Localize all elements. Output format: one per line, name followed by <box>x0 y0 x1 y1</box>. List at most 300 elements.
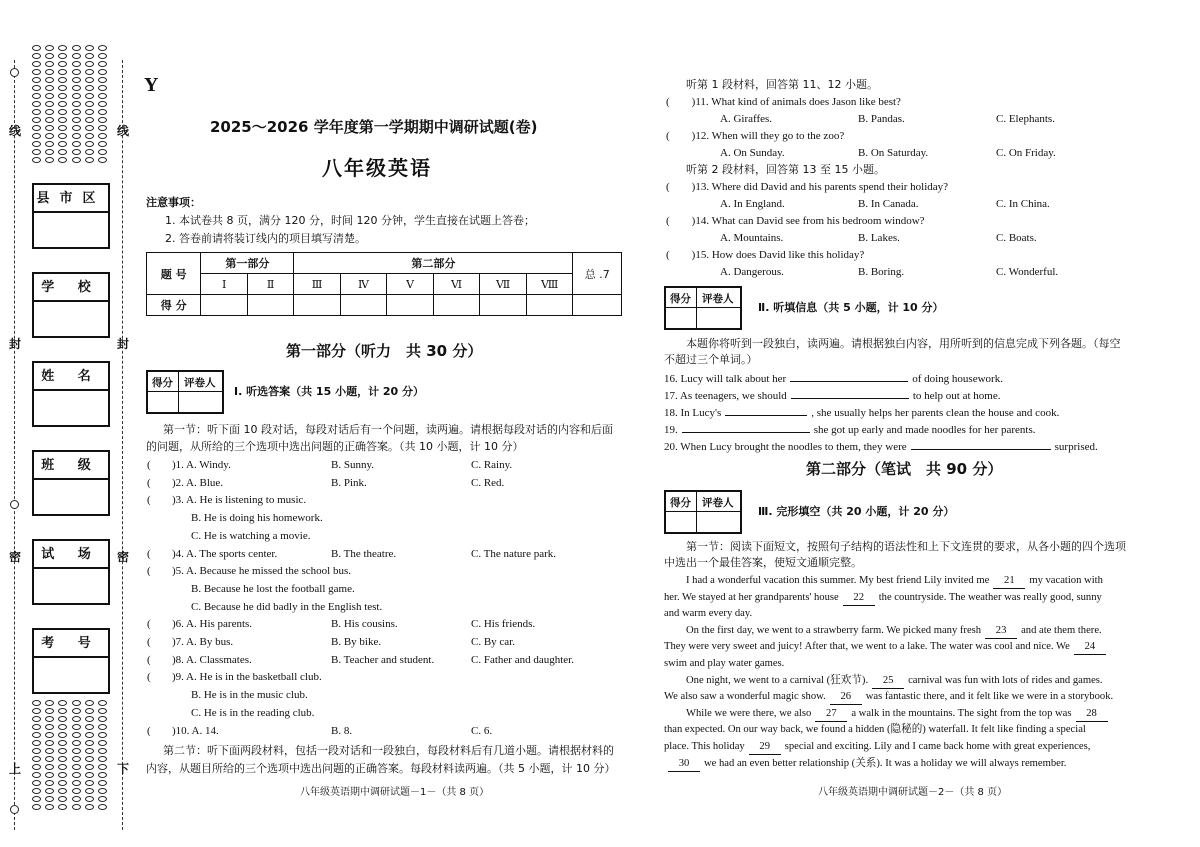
passage-line <box>664 591 1102 606</box>
score-label: 得分 <box>670 293 691 305</box>
dot <box>58 149 67 155</box>
dot <box>98 77 107 83</box>
binding-strip <box>0 0 140 847</box>
score-cell[interactable] <box>433 295 480 316</box>
fill-in-text: to help out at home. <box>912 390 1001 402</box>
dot <box>85 788 94 794</box>
cloze-blank[interactable]: 29 <box>749 740 781 755</box>
dot <box>32 780 41 786</box>
cloze-blank[interactable]: 30 <box>668 757 700 772</box>
score-cell[interactable] <box>340 295 387 316</box>
punch-hole <box>10 500 19 509</box>
dot <box>58 764 67 770</box>
cloze-blank[interactable]: 27 <box>815 707 847 722</box>
dot <box>58 109 67 115</box>
section-number: Ⅳ <box>340 274 387 295</box>
question-option: C. Because he did badly in the English test. <box>191 600 383 613</box>
dot <box>85 85 94 91</box>
question-option: )4. A. The sports center. <box>172 547 278 560</box>
passage-text: carnival was fun with lots of rides and games. <box>908 674 1103 686</box>
answer-bracket: ( <box>147 653 151 666</box>
option-c: C. On Friday. <box>996 147 1056 159</box>
dot <box>58 53 67 59</box>
dot <box>98 796 107 802</box>
cloze-blank[interactable]: 24 <box>1074 640 1106 655</box>
dot <box>98 85 107 91</box>
dot <box>85 700 94 706</box>
grader-box[interactable] <box>146 370 224 414</box>
dot <box>98 141 107 147</box>
page-footer: 八年级英语期中调研试题－2－（共 8 页） <box>818 787 1008 798</box>
dot <box>98 61 107 67</box>
dot <box>58 85 67 91</box>
dot <box>58 756 67 762</box>
total-header: 总 .7 <box>573 253 622 295</box>
option-b: B. 8. <box>331 724 353 737</box>
binding-line-left <box>14 60 15 830</box>
dot <box>85 716 94 722</box>
dot <box>45 756 54 762</box>
dot <box>45 141 54 147</box>
question-text: ( )13. Where did David and his parents spend their holiday? <box>666 181 949 193</box>
passage-text: her. We stayed at her grandparents' house <box>664 591 839 603</box>
dot <box>85 101 94 107</box>
notice-heading: 注意事项： <box>146 196 201 209</box>
dot <box>58 780 67 786</box>
dot <box>72 69 81 75</box>
question-option: )2. A. Blue. <box>172 476 224 489</box>
dot <box>72 149 81 155</box>
dot <box>58 157 67 163</box>
option-a: A. On Sunday. <box>720 147 785 159</box>
dot <box>45 125 54 131</box>
option-b: B. By bike. <box>331 636 382 648</box>
option-b: B. Teacher and student. <box>331 653 435 666</box>
dot <box>58 69 67 75</box>
score-cell[interactable] <box>201 295 247 316</box>
fill-in-item <box>664 422 1036 437</box>
field-exam-number[interactable]: 考 号 <box>32 628 110 694</box>
dot <box>58 732 67 738</box>
dot <box>72 77 81 83</box>
question-option: )8. A. Classmates. <box>172 653 252 666</box>
dot <box>98 133 107 139</box>
binding-mark: 封 <box>117 337 130 351</box>
option-c: C. Wonderful. <box>996 266 1059 278</box>
dot <box>32 109 41 115</box>
section-number: Ⅶ <box>480 274 527 295</box>
passage-line <box>664 690 1113 705</box>
dot <box>72 756 81 762</box>
dot <box>45 85 54 91</box>
passage-text: than expected. On our way back, we found a hidden (隐秘的) waterfall. It felt like finding a special <box>664 724 1086 736</box>
fill-in-item <box>664 405 1059 420</box>
dot <box>45 45 54 51</box>
dot <box>98 764 107 770</box>
passage-text: special and exciting. Lily and I came back home with great experiences, <box>784 741 1091 752</box>
punch-hole <box>10 68 19 77</box>
field-county[interactable]: 县市区 <box>32 183 110 249</box>
dot <box>45 772 54 778</box>
dot <box>98 109 107 115</box>
dot <box>58 748 67 754</box>
grader-box[interactable] <box>664 286 742 330</box>
section-number: Ⅲ <box>294 274 341 295</box>
dot <box>32 125 41 131</box>
option-c: C. Red. <box>471 476 505 489</box>
dot <box>58 77 67 83</box>
dot <box>32 157 41 163</box>
question-option: B. He is doing his homework. <box>191 512 323 525</box>
dot <box>85 141 94 147</box>
dot <box>45 157 54 163</box>
dot <box>45 804 54 810</box>
passage-line <box>686 574 1103 589</box>
option-b: B. Boring. <box>858 266 905 278</box>
dot <box>85 732 94 738</box>
question-text: ( )15. How does David like this holiday? <box>666 249 865 261</box>
part2-header: 第二部分 <box>294 253 573 274</box>
option-c: C. His friends. <box>471 618 536 631</box>
dot <box>85 149 94 155</box>
dot <box>98 93 107 99</box>
question-option: )3. A. He is listening to music. <box>172 494 307 507</box>
dot <box>32 724 41 730</box>
passage-line <box>664 740 1090 755</box>
dot <box>72 780 81 786</box>
material-note: 听第 2 段材料，回答第 13 至 15 小题。 <box>686 163 885 176</box>
dot-pattern-top <box>32 45 110 163</box>
dot <box>32 141 41 147</box>
score-cell[interactable] <box>480 295 527 316</box>
option-c: C. 6. <box>471 724 493 737</box>
cloze-blank[interactable]: 23 <box>985 624 1017 639</box>
score-cell[interactable] <box>387 295 433 316</box>
dot <box>98 157 107 163</box>
dot <box>58 724 67 730</box>
dot <box>98 724 107 730</box>
cloze-blank[interactable]: 25 <box>872 674 904 689</box>
passage-text: was fantastic there, and it felt like we were in a storybook. <box>865 691 1114 703</box>
passage-text: They were very sweet and juicy! After that, we went to a lake. The water was cool and nice. We <box>664 641 1070 653</box>
question-option: C. He is watching a movie. <box>191 529 311 542</box>
dot <box>72 788 81 794</box>
dot <box>72 133 81 139</box>
answer-blank[interactable] <box>911 439 1051 450</box>
dot <box>58 804 67 810</box>
dot <box>32 748 41 754</box>
dot <box>85 740 94 746</box>
field-school[interactable]: 学 校 <box>32 272 110 338</box>
section2-intro: 不超过三个单词。） <box>664 353 758 366</box>
dot <box>98 45 107 51</box>
passage-line <box>664 640 1110 655</box>
grader-label: 评卷人 <box>702 497 734 509</box>
question-option: )5. A. Because he missed the school bus. <box>172 565 352 578</box>
punch-hole <box>10 805 19 814</box>
dot <box>58 788 67 794</box>
dot <box>85 748 94 754</box>
dot <box>85 93 94 99</box>
dot <box>32 45 41 51</box>
grader-label: 评卷人 <box>184 377 216 389</box>
dot <box>72 117 81 123</box>
dot <box>32 772 41 778</box>
dot <box>58 700 67 706</box>
passage-text: place. This holiday <box>664 741 745 752</box>
score-cell[interactable] <box>573 295 622 316</box>
cloze-blank[interactable]: 21 <box>993 574 1025 589</box>
option-c: C. In China. <box>996 198 1050 210</box>
dot <box>32 716 41 722</box>
dot <box>98 804 107 810</box>
dot <box>98 125 107 131</box>
option-b: B. Lakes. <box>858 232 900 244</box>
dot <box>58 740 67 746</box>
answer-blank[interactable] <box>682 422 810 433</box>
dot <box>32 101 41 107</box>
section1-intro: 的问题，从所给的三个选项中选出问题的正确答案。（共 10 小题，计 10 分） <box>146 440 524 453</box>
dot <box>58 61 67 67</box>
option-c: C. By car. <box>471 636 515 648</box>
fill-in-text: 19. <box>664 424 678 436</box>
fill-in-item <box>664 439 1098 454</box>
dot <box>72 732 81 738</box>
dot <box>58 716 67 722</box>
dot <box>72 700 81 706</box>
dot <box>58 772 67 778</box>
dot <box>72 804 81 810</box>
dot <box>98 716 107 722</box>
dot <box>85 69 94 75</box>
dot <box>45 53 54 59</box>
section3-intro: 中选出一个最佳答案，使短文通顺完整。 <box>664 556 862 569</box>
score-cell[interactable] <box>294 295 341 316</box>
question-option: )1. A. Windy. <box>172 459 231 471</box>
dot <box>32 77 41 83</box>
dot <box>32 85 41 91</box>
dot <box>98 772 107 778</box>
part1-title: 第一部分（听力 共 30 分） <box>286 342 483 360</box>
question-text: ( )11. What kind of animals does Jason like best? <box>666 96 901 108</box>
dot <box>98 756 107 762</box>
dot <box>32 756 41 762</box>
dot <box>58 796 67 802</box>
dot <box>45 77 54 83</box>
question-option: B. Because he lost the football game. <box>191 582 355 595</box>
grader-box[interactable] <box>664 490 742 534</box>
fill-in-text: surprised. <box>1054 441 1098 453</box>
fill-in-item <box>664 388 1001 403</box>
section3-title: Ⅲ. 完形填空（共 20 小题，计 20 分） <box>758 505 955 518</box>
binding-mark: 线 <box>9 124 22 138</box>
dot <box>72 141 81 147</box>
section-number: Ⅷ <box>526 274 573 295</box>
dot <box>85 109 94 115</box>
notice-line: 2. 答卷前请将装订线内的项目填写清楚。 <box>165 232 366 245</box>
dot <box>45 61 54 67</box>
passage-line <box>664 657 784 671</box>
dot <box>72 748 81 754</box>
corner-mark: Y <box>144 74 159 96</box>
fill-in-text: , she usually helps her parents clean the house and cook. <box>811 407 1060 419</box>
page-footer: 八年级英语期中调研试题－1－（共 8 页） <box>300 787 490 798</box>
dot <box>85 756 94 762</box>
fill-in-text: 18. In Lucy's <box>664 407 722 419</box>
cloze-blank[interactable]: 28 <box>1076 707 1108 722</box>
option-b: B. Pandas. <box>858 113 905 125</box>
dot <box>45 700 54 706</box>
part1-header: 第一部分 <box>201 253 294 274</box>
exam-subtitle: 八年级英语 <box>322 156 432 180</box>
dot <box>72 708 81 714</box>
dot <box>45 732 54 738</box>
answer-blank[interactable] <box>791 388 909 399</box>
dot <box>32 149 41 155</box>
dot <box>45 796 54 802</box>
passage-line <box>686 624 1102 639</box>
dot <box>45 149 54 155</box>
dot <box>58 101 67 107</box>
dot <box>85 724 94 730</box>
score-table <box>146 252 622 316</box>
score-cell[interactable] <box>526 295 573 316</box>
dot <box>85 804 94 810</box>
section-number: Ⅴ <box>387 274 433 295</box>
dot <box>32 69 41 75</box>
answer-blank[interactable] <box>790 371 908 382</box>
section-number: Ⅵ <box>433 274 480 295</box>
passage-text: While we were there, we also <box>686 707 812 719</box>
dot <box>58 117 67 123</box>
section3-intro: 第一节：阅读下面短文，按照句子结构的语法性和上下文连贯的要求，从各小题的四个选项 <box>686 540 1126 553</box>
dot <box>45 764 54 770</box>
section-number: Ⅰ <box>201 274 247 295</box>
field-exam-room[interactable]: 试 场 <box>32 539 110 605</box>
question-option: )6. A. His parents. <box>172 618 253 631</box>
option-b: B. His cousins. <box>331 618 398 631</box>
option-a: A. In England. <box>720 198 785 210</box>
dot <box>98 69 107 75</box>
binding-mark: 密 <box>117 550 130 564</box>
dot <box>98 780 107 786</box>
passage-text: One night, we went to a carnival (狂欢节). <box>686 674 869 686</box>
section-number: Ⅱ <box>247 274 293 295</box>
dot <box>32 117 41 123</box>
dot <box>85 117 94 123</box>
cloze-blank[interactable]: 22 <box>843 591 875 606</box>
dot <box>72 716 81 722</box>
dot <box>98 708 107 714</box>
dot <box>85 772 94 778</box>
dot <box>45 69 54 75</box>
section2-intro: 本题你将听到一段独白，读两遍。请根据独白内容，用所听到的信息完成下列各题。（每空 <box>686 337 1121 350</box>
dot <box>45 716 54 722</box>
dot <box>32 764 41 770</box>
dot <box>45 724 54 730</box>
dot <box>45 93 54 99</box>
dot <box>45 780 54 786</box>
dot <box>45 117 54 123</box>
score-cell[interactable] <box>247 295 293 316</box>
fill-in-text: of doing housework. <box>912 373 1003 385</box>
option-c: C. Elephants. <box>996 113 1055 125</box>
dot <box>32 53 41 59</box>
answer-blank[interactable] <box>725 405 807 416</box>
dot <box>85 125 94 131</box>
dot <box>98 788 107 794</box>
dot <box>72 764 81 770</box>
dot <box>72 53 81 59</box>
material-note: 听第 1 段材料，回答第 11、12 小题。 <box>686 78 878 91</box>
dot <box>85 61 94 67</box>
question-text: ( )14. What can David see from his bedroom window? <box>666 215 925 227</box>
dot <box>32 804 41 810</box>
answer-bracket: ( <box>147 671 151 684</box>
binding-line-right <box>122 60 123 830</box>
passage-line <box>686 707 1112 722</box>
passage-text: and warm every day. <box>664 608 753 620</box>
answer-bracket: ( <box>147 494 151 507</box>
dot <box>45 133 54 139</box>
option-c: C. Boats. <box>996 232 1037 244</box>
dot <box>45 788 54 794</box>
passage-text: and ate them there. <box>1021 624 1102 636</box>
field-class[interactable]: 班 级 <box>32 450 110 516</box>
dot <box>45 109 54 115</box>
field-name[interactable]: 姓 名 <box>32 361 110 427</box>
dot <box>32 93 41 99</box>
passage-line <box>664 607 752 621</box>
dot <box>85 796 94 802</box>
fill-in-item <box>664 371 1003 386</box>
option-b: B. On Saturday. <box>858 147 929 159</box>
part2-title: 第二部分（笔试 共 90 分） <box>806 460 1003 478</box>
dot <box>98 740 107 746</box>
passage-text: I had a wonderful vacation this summer. My best friend Lily invited me <box>686 575 990 586</box>
section1-title: Ⅰ. 听选答案（共 15 小题，计 20 分） <box>234 385 425 398</box>
passage-line <box>664 757 1066 772</box>
dot <box>58 45 67 51</box>
cloze-blank[interactable]: 26 <box>830 690 862 705</box>
dot <box>72 796 81 802</box>
section2-intro: 第二节：听下面两段材料，包括一段对话和一段独白，每段材料后有几道小题。请根据材料的 <box>163 744 614 757</box>
dot <box>32 133 41 139</box>
binding-mark: 线 <box>117 124 130 138</box>
dot <box>72 157 81 163</box>
dot <box>45 740 54 746</box>
passage-text: On the first day, we went to a strawberry farm. We picked many fresh <box>686 624 982 636</box>
option-a: A. Dangerous. <box>720 266 784 278</box>
question-option: )9. A. He is in the basketball club. <box>172 671 322 684</box>
passage-text: swim and play water games. <box>664 658 785 669</box>
fill-in-text: she got up early and made noodles for her parents. <box>813 424 1036 436</box>
dot <box>58 141 67 147</box>
dot <box>98 748 107 754</box>
answer-bracket: ( <box>147 565 151 578</box>
question-option: )10. A. 14. <box>172 724 219 737</box>
dot <box>72 125 81 131</box>
score-row-label: 得 分 <box>147 295 201 316</box>
question-text: ( )12. When will they go to the zoo? <box>666 130 845 142</box>
question-option: B. He is in the music club. <box>191 689 308 702</box>
dot <box>45 101 54 107</box>
option-b: B. Pink. <box>331 476 367 489</box>
question-option: )7. A. By bus. <box>172 636 234 648</box>
passage-text: a walk in the mountains. The sight from the top was <box>851 707 1072 719</box>
section1-intro: 第一节：听下面 10 段对话，每段对话后有一个问题，读两遍。请根据每段对话的内容和后面 <box>163 423 613 436</box>
dot <box>32 796 41 802</box>
